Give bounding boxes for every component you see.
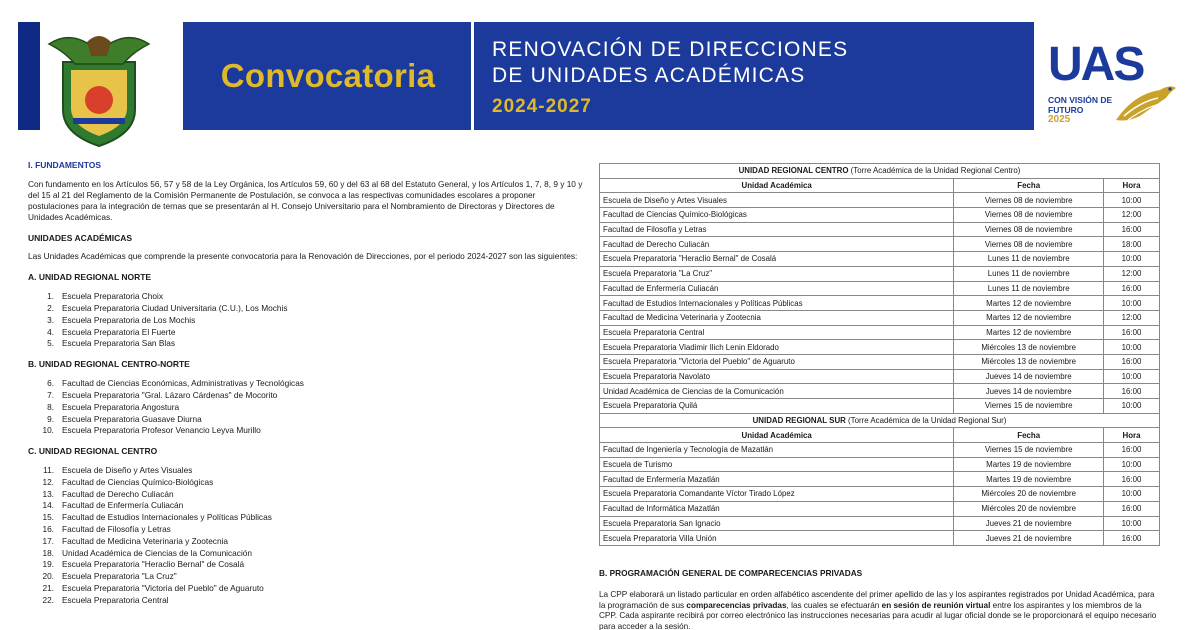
cell-hora: 10:00 [1104,457,1160,472]
table-row [600,325,1160,340]
list-item-name: Escuela Preparatoria "Gral. Lázaro Cárdenas" de Mocorito [62,389,278,400]
cell-hora: 16:00 [1104,531,1160,546]
cell-hora: 16:00 [1104,222,1160,237]
list-item-number: 21. [42,583,54,593]
programacion-text-3: entre los aspirantes y los miembros de la CPP. Cada aspirante recibirá por correo electrónico las instrucciones necesarias para acudir al lugar oficial donde se le proporcionará el equipo necesario para acceder a la sesión. [599,600,1157,630]
table-row [600,266,1160,281]
list-item-number: 3. [47,314,54,325]
list-item [28,303,588,315]
uas-logo-year: 2025 [1048,114,1071,125]
table-row [600,399,1160,414]
cell-unidad: Escuela Preparatoria Central [600,325,954,340]
list-item-name: Escuela Preparatoria de Los Mochis [62,314,196,325]
cell-hora: 10:00 [1104,340,1160,355]
cell-unidad: Facultad de Filosofía y Letras [600,222,954,237]
header-title-line1: RENOVACIÓN DE DIRECCIONES [492,38,849,61]
list-item [28,536,588,548]
cell-hora: 10:00 [1104,193,1160,208]
cell-unidad: Facultad de Ciencias Químico-Biológicas [600,208,954,223]
cell-unidad: Escuela Preparatoria "Heraclio Bernal" de Cosalá [600,252,954,267]
cell-hora: 16:00 [1104,384,1160,399]
header-band-edge [18,22,40,130]
table-row [600,281,1160,296]
table-row [600,296,1160,311]
list-item [28,291,588,303]
cell-hora: 10:00 [1104,516,1160,531]
list-item [28,512,588,524]
cell-unidad: Escuela de Turismo [600,457,954,472]
fundamentos-text: Con fundamento en los Artículos 56, 57 y 58 de la Ley Orgánica, los Artículos 59, 60 y del 63 al 68 del Estatuto General, y los Artículos 1, 7, 8, 9 y 10 y del 15 al 21 del Reglamento de la Comisión Permanente de Postulación, se convoca a las respectivas comunidades escolares a proponer postulaciones para la integración de ternas que se presentarán al H. Consejo Universitario para el Nombramiento de Directoras y Directores de Unidades Académicas. [28,178,583,222]
col-unidad-header: Unidad Académica [600,428,954,443]
col-hora-header: Hora [1104,428,1160,443]
list-item-number: 22. [42,594,54,605]
programacion-text [599,590,1160,630]
header-years: 2024-2027 [492,96,592,117]
crest-icon [43,22,155,150]
cell-unidad: Escuela Preparatoria Quilá [600,399,954,414]
list-item-name: Escuela Preparatoria Profesor Venancio Leyva Murillo [62,425,261,436]
cell-fecha: Lunes 11 de noviembre [954,281,1104,296]
cell-hora: 16:00 [1104,472,1160,487]
cell-hora: 10:00 [1104,487,1160,502]
unidades-intro: Las Unidades Académicas que comprende la presente convocatoria para la Renovación de Direcciones, por el periodo 2024-2027 son las siguientes: [28,251,578,262]
list-item [28,571,588,583]
table-row [600,443,1160,458]
table-header-row [600,178,1160,193]
cell-fecha: Miércoles 20 de noviembre [954,487,1104,502]
cell-unidad: Facultad de Ingeniería y Tecnología de Mazatlán [600,443,954,458]
uas-logo-tagline [1048,96,1112,115]
programacion-text-2: , las cuales se efectuarán [786,600,882,610]
list-item-name: Unidad Académica de Ciencias de la Comunicación [62,547,253,558]
cell-unidad: Facultad de Estudios Internacionales y Políticas Públicas [600,296,954,311]
cell-unidad: Facultad de Informática Mazatlán [600,501,954,516]
programacion-bold-2: en sesión de reunión virtual [881,600,991,610]
list-item-name: Escuela Preparatoria Central [62,594,169,605]
cell-fecha: Lunes 11 de noviembre [954,266,1104,281]
cell-fecha: Martes 12 de noviembre [954,310,1104,325]
list-item-number: 20. [42,571,54,582]
list-item [28,378,588,390]
list-item-name: Facultad de Estudios Internacionales y Políticas Públicas [62,512,272,523]
list-item [28,524,588,536]
cell-hora: 16:00 [1104,354,1160,369]
list-item-name: Facultad de Derecho Culiacán [62,488,174,499]
cell-unidad: Escuela Preparatoria Vladimir Ilich Lenin Eldorado [600,340,954,355]
cell-fecha: Viernes 08 de noviembre [954,193,1104,208]
cell-fecha: Viernes 08 de noviembre [954,208,1104,223]
table-row [600,354,1160,369]
schedule-table [599,163,1160,546]
list-item-number: 17. [42,535,54,546]
list-item [28,595,588,607]
cell-unidad: Escuela Preparatoria San Ignacio [600,516,954,531]
list-item [28,465,588,477]
region-heading: A. UNIDAD REGIONAL NORTE [28,272,152,283]
list-item-name: Facultad de Filosofía y Letras [62,524,171,535]
table-row [600,472,1160,487]
cell-hora: 10:00 [1104,252,1160,267]
list-item-name: Escuela Preparatoria Ciudad Universitaria (C.U.), Los Mochis [62,303,288,314]
list-item-number: 4. [47,326,54,337]
list-item-number: 2. [47,303,54,314]
uas-tag-line1: CON VISIÓN DE [1048,95,1113,105]
cell-unidad: Facultad de Enfermería Mazatlán [600,472,954,487]
list-item-number: 8. [47,401,54,412]
list-item-number: 12. [42,476,54,487]
cell-fecha: Miércoles 13 de noviembre [954,354,1104,369]
list-item-name: Escuela Preparatoria "Heraclio Bernal" de Cosalá [62,559,245,570]
programacion-heading: B. PROGRAMACIÓN GENERAL DE COMPARECENCIAS PRIVADAS [599,568,863,578]
region-title-rest: (Torre Académica de la Unidad Regional Sur) [845,416,1007,426]
table-row [600,208,1160,223]
cell-hora: 18:00 [1104,237,1160,252]
cell-fecha: Viernes 15 de noviembre [954,443,1104,458]
left-column [28,160,588,616]
col-fecha-header: Fecha [954,178,1104,193]
table-row [600,369,1160,384]
cell-unidad: Unidad Académica de Ciencias de la Comunicación [600,384,954,399]
cell-hora: 10:00 [1104,369,1160,384]
list-item-number: 19. [42,559,54,570]
list-item-number: 10. [42,425,54,436]
convocatoria-banner [183,22,473,130]
cell-fecha: Jueves 14 de noviembre [954,384,1104,399]
cell-unidad: Facultad de Enfermería Culiacán [600,281,954,296]
cell-unidad: Escuela Preparatoria "Victoria del Pueblo" de Aguaruto [600,354,954,369]
table-header-row [600,428,1160,443]
schedule-tables [599,163,1160,546]
table-row [600,457,1160,472]
convocatoria-title: Convocatoria [220,57,436,94]
cell-hora: 10:00 [1104,296,1160,311]
cell-unidad: Escuela Preparatoria "La Cruz" [600,266,954,281]
fundamentos-heading: I. FUNDAMENTOS [28,160,102,170]
region-title-rest: (Torre Académica de la Unidad Regional Centro) [848,166,1021,176]
cell-hora: 10:00 [1104,399,1160,414]
table-row [600,384,1160,399]
list-item-number: 1. [47,291,54,302]
cell-fecha: Martes 19 de noviembre [954,457,1104,472]
cell-hora: 16:00 [1104,501,1160,516]
cell-hora: 16:00 [1104,281,1160,296]
cell-unidad: Escuela Preparatoria Villa Unión [600,531,954,546]
col-hora-header: Hora [1104,178,1160,193]
school-crest-logo [40,20,158,152]
cell-hora: 16:00 [1104,325,1160,340]
list-item-name: Facultad de Enfermería Culiacán [62,500,184,511]
list-item-number: 18. [42,547,54,558]
programacion-text-1: La CPP elaborará un listado particular en orden alfabético ascendente del primer apellido de las y los aspirantes registrados por Unidad Académica, para la programación de sus [599,590,1155,610]
list-item-name: Escuela Preparatoria "Victoria del Pueblo" de Aguaruto [62,583,264,593]
region-title-row [600,413,1160,428]
uas-logo [1040,40,1180,130]
table-row [600,237,1160,252]
list-item-name: Escuela Preparatoria San Blas [62,338,175,349]
table-row [600,193,1160,208]
uas-tag-line2: FUTURO [1048,104,1084,115]
list-item [28,414,588,426]
uas-logo-word: UAS [1048,38,1144,91]
table-row [600,222,1160,237]
header-title-line2: DE UNIDADES ACADÉMICAS [492,64,806,87]
cell-fecha: Jueves 14 de noviembre [954,369,1104,384]
cell-fecha: Martes 19 de noviembre [954,472,1104,487]
regions-list [28,272,588,606]
cell-fecha: Jueves 21 de noviembre [954,516,1104,531]
list-item-name: Escuela Preparatoria El Fuerte [62,326,176,337]
cell-fecha: Jueves 21 de noviembre [954,531,1104,546]
region-list [28,291,588,350]
cell-fecha: Viernes 08 de noviembre [954,237,1104,252]
table-row [600,252,1160,267]
cell-fecha: Miércoles 13 de noviembre [954,340,1104,355]
cell-unidad: Facultad de Medicina Veterinaria y Zootecnia [600,310,954,325]
list-item [28,390,588,402]
unidades-heading: UNIDADES ACADÉMICAS [28,232,133,243]
list-item [28,548,588,560]
list-item [28,559,588,571]
table-row [600,340,1160,355]
region-list [28,465,588,607]
region-heading: B. UNIDAD REGIONAL CENTRO-NORTE [28,359,190,370]
list-item [28,583,588,595]
col-unidad-header: Unidad Académica [600,178,954,193]
cell-fecha: Lunes 11 de noviembre [954,252,1104,267]
cell-unidad: Escuela Preparatoria Comandante Víctor Tirado López [600,487,954,502]
cell-fecha: Martes 12 de noviembre [954,325,1104,340]
list-item-number: 9. [47,413,54,424]
list-item [28,425,588,437]
list-item-name: Escuela Preparatoria Guasave Diurna [62,413,202,424]
region-title-cell [600,413,1160,428]
list-item-name: Escuela Preparatoria Choix [62,291,163,302]
cell-hora: 12:00 [1104,266,1160,281]
list-item-number: 16. [42,524,54,535]
col-fecha-header: Fecha [954,428,1104,443]
list-item-name: Facultad de Ciencias Económicas, Administrativas y Tecnológicas [62,378,304,389]
list-item-name: Escuela Preparatoria "La Cruz" [62,571,177,582]
header-title [492,37,848,89]
header-gap [155,22,183,130]
list-item [28,338,588,350]
list-item-name: Escuela de Diseño y Artes Visuales [62,465,193,476]
table-row [600,501,1160,516]
list-item-number: 11. [43,465,54,476]
region-list [28,378,588,437]
region-title-cell [600,164,1160,179]
cell-hora: 12:00 [1104,310,1160,325]
cell-fecha: Viernes 08 de noviembre [954,222,1104,237]
region-title-bold: UNIDAD REGIONAL SUR [752,416,846,426]
cell-fecha: Miércoles 20 de noviembre [954,501,1104,516]
cell-hora: 16:00 [1104,443,1160,458]
list-item-number: 7. [47,389,54,400]
table-row [600,487,1160,502]
list-item-name: Facultad de Medicina Veterinaria y Zootecnia [62,535,229,546]
region-title-bold: UNIDAD REGIONAL CENTRO [738,166,849,176]
cell-unidad: Escuela de Diseño y Artes Visuales [600,193,954,208]
cell-fecha: Viernes 15 de noviembre [954,399,1104,414]
header-divider [471,22,474,130]
list-item-number: 14. [42,500,54,511]
list-item-number: 15. [42,512,54,523]
table-row [600,531,1160,546]
programacion-bold-1: comparecencias privadas [686,600,787,610]
region-title-row [600,164,1160,179]
list-item [28,327,588,339]
cell-unidad: Escuela Preparatoria Navolato [600,369,954,384]
list-item-number: 6. [47,378,54,389]
region-heading: C. UNIDAD REGIONAL CENTRO [28,446,158,457]
eagle-icon [1114,76,1178,126]
list-item [28,315,588,327]
list-item [28,500,588,512]
cell-fecha: Martes 12 de noviembre [954,296,1104,311]
table-row [600,516,1160,531]
list-item [28,489,588,501]
list-item [28,477,588,489]
cell-unidad: Facultad de Derecho Culiacán [600,237,954,252]
cell-hora: 12:00 [1104,208,1160,223]
list-item-name: Escuela Preparatoria Angostura [62,401,180,412]
list-item-name: Facultad de Ciencias Químico-Biológicas [62,476,214,487]
table-row [600,310,1160,325]
list-item-number: 5. [47,338,54,349]
list-item [28,402,588,414]
list-item-number: 13. [42,488,54,499]
